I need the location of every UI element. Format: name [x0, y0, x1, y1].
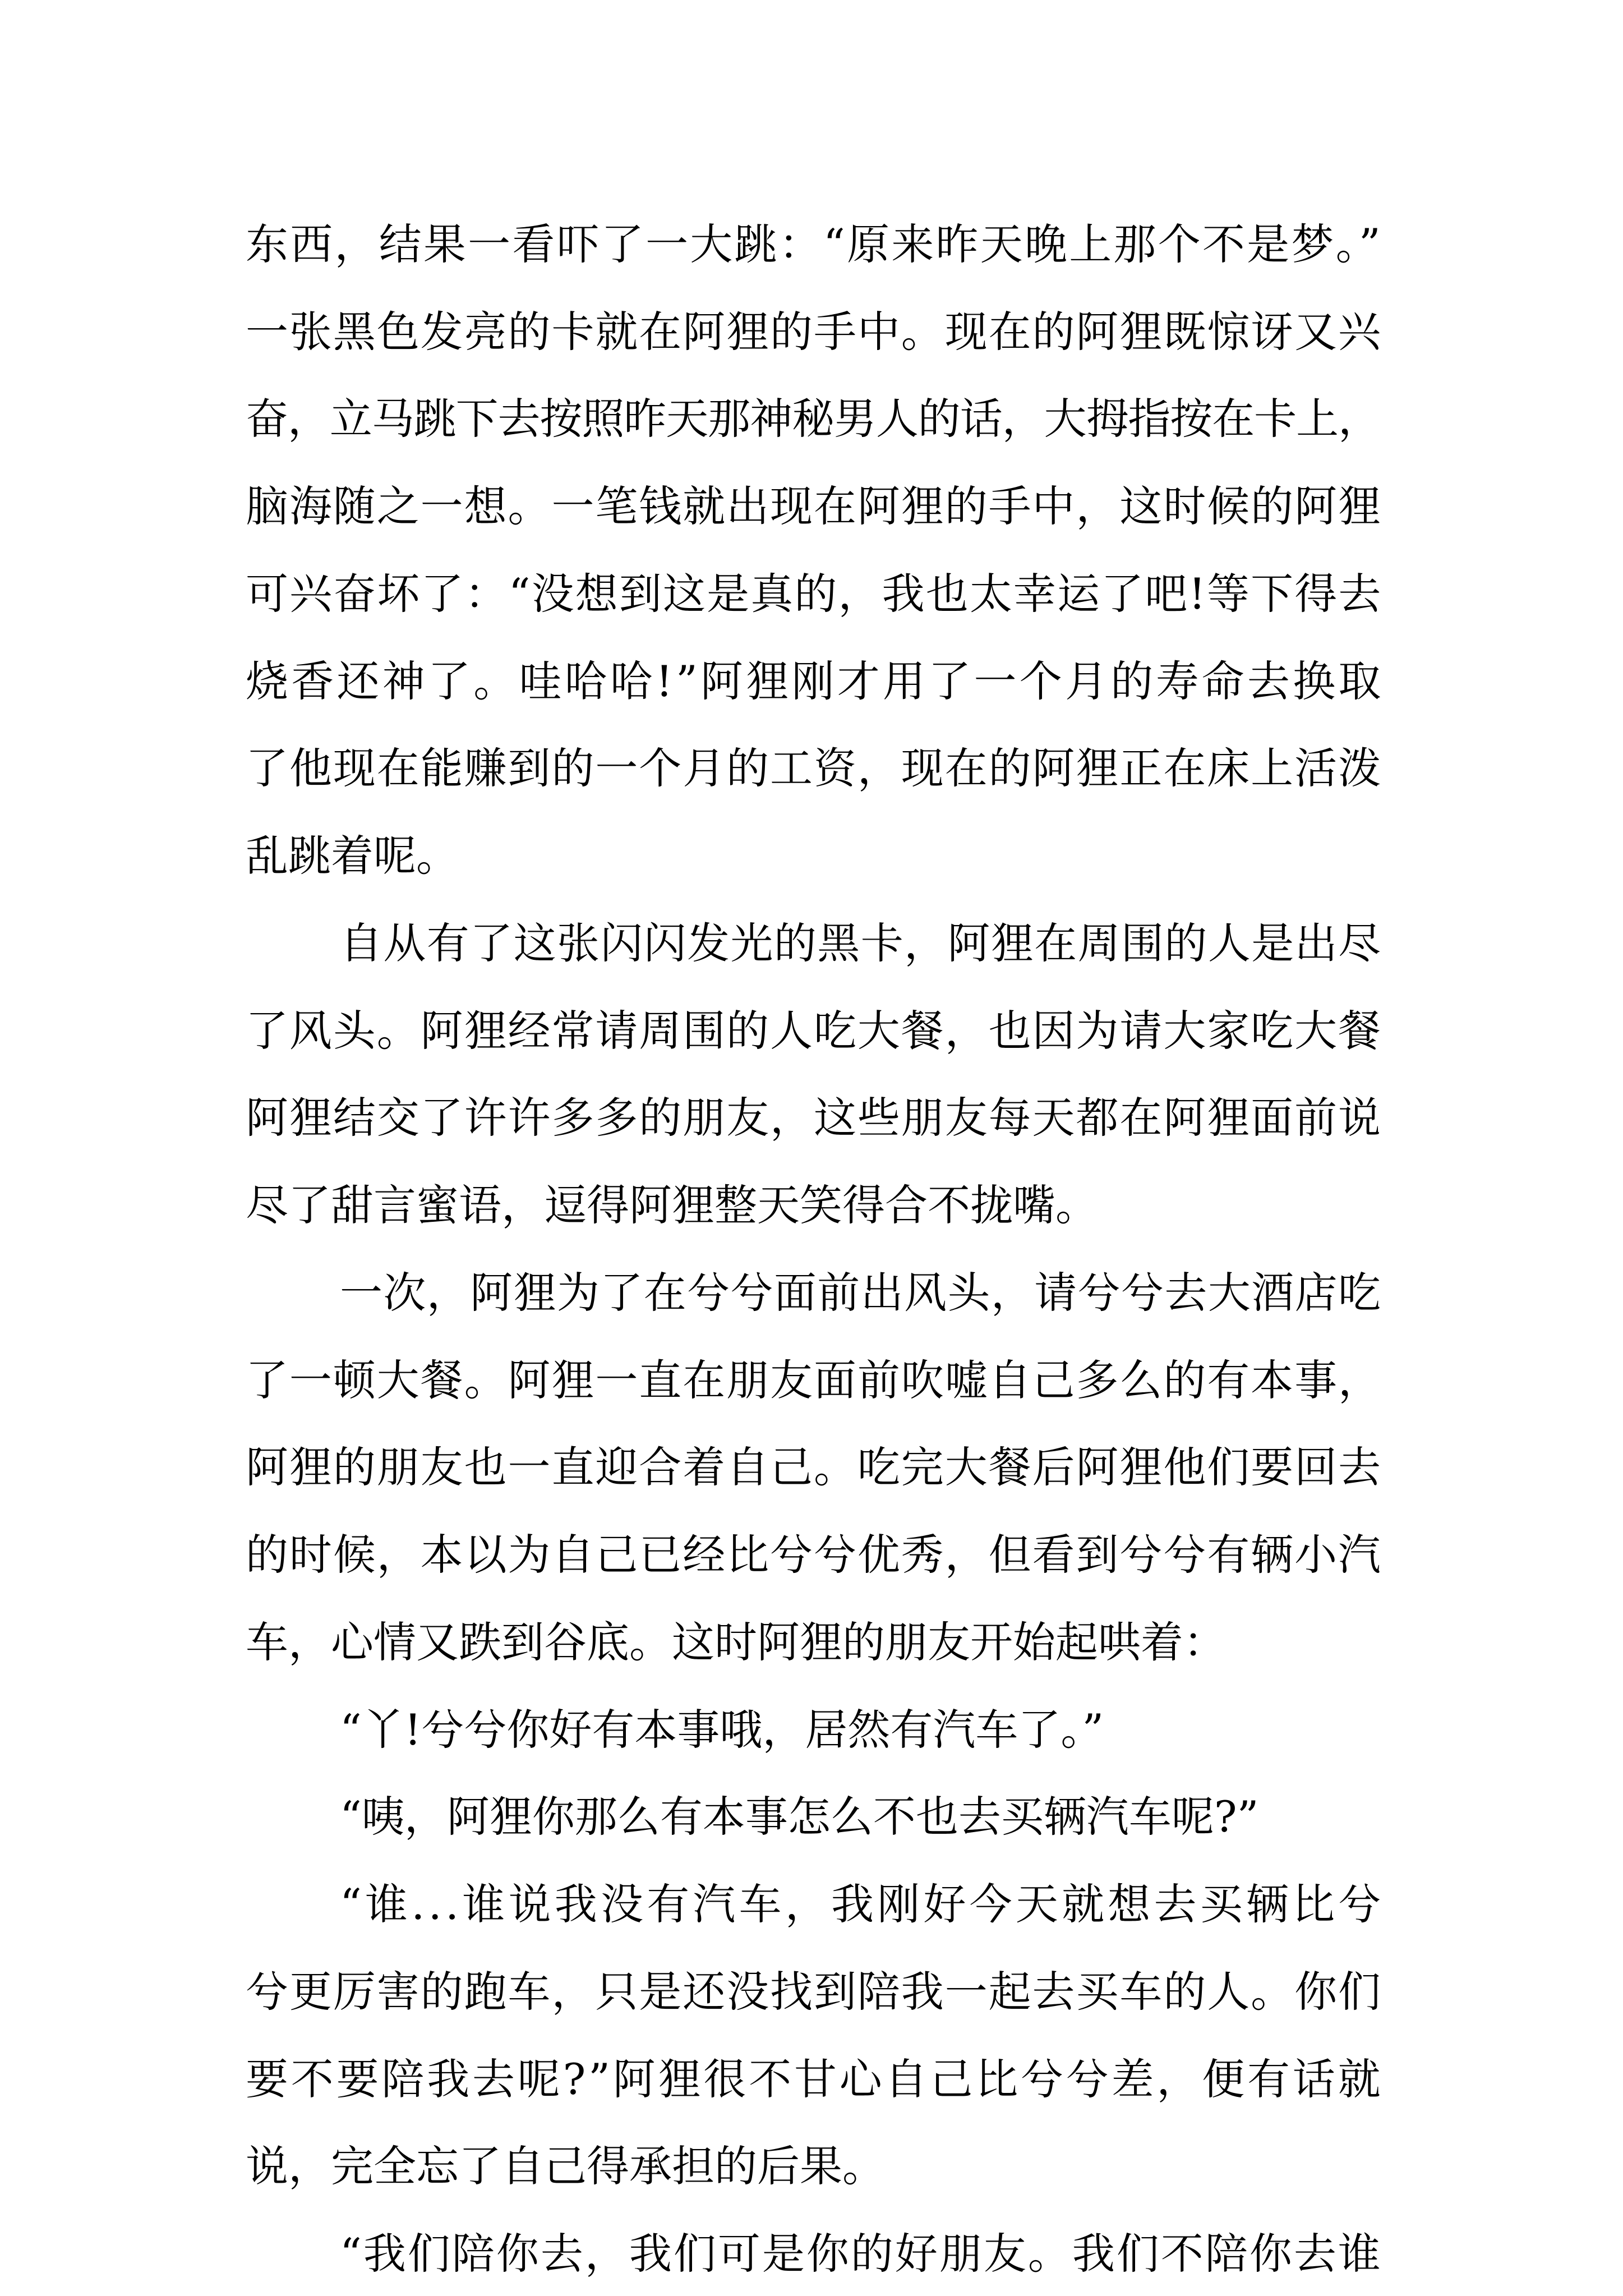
text-line: 了风头。阿狸经常请周围的人吃大餐，也因为请大家吃大餐 — [246, 1006, 1382, 1056]
text-line: 一次，阿狸为了在兮兮面前出风头，请兮兮去大酒店吃 — [340, 1268, 1382, 1318]
text-line: 兮更厉害的跑车，只是还没找到陪我一起去买车的人。你们 — [246, 1967, 1382, 2017]
text-line: 阿狸的朋友也一直迎合着自己。吃完大餐后阿狸他们要回去 — [246, 1442, 1382, 1492]
text-line: 奋，立马跳下去按照昨天那神秘男人的话，大拇指按在卡上， — [246, 394, 1380, 444]
text-line: 车，心情又跌到谷底。这时阿狸的朋友开始起哄着： — [246, 1617, 1226, 1667]
text-line: 了一顿大餐。阿狸一直在朋友面前吹嘘自己多么的有本事， — [246, 1355, 1382, 1405]
text-line: 的时候，本以为自己已经比兮兮优秀，但看到兮兮有辆小汽 — [246, 1530, 1382, 1580]
text-line: 了他现在能赚到的一个月的工资，现在的阿狸正在床上活泼 — [246, 743, 1382, 793]
text-line: 尽了甜言蜜语，逗得阿狸整天笑得合不拢嘴。 — [246, 1180, 1098, 1230]
text-line: “谁...谁说我没有汽车，我刚好今天就想去买辆比兮 — [340, 1879, 1385, 1929]
text-line: 一张黑色发亮的卡就在阿狸的手中。现在的阿狸既惊讶又兴 — [246, 307, 1382, 357]
text-line: 说，完全忘了自己得承担的后果。 — [246, 2141, 885, 2191]
text-line: “咦，阿狸你那么有本事怎么不也去买辆汽车呢?” — [340, 1792, 1259, 1842]
text-line: 可兴奋坏了：“没想到这是真的，我也太幸运了吧!等下得去 — [246, 569, 1382, 619]
text-line: “丫!兮兮你好有本事哦，居然有汽车了。” — [340, 1705, 1104, 1755]
text-line: 脑海随之一想。一笔钱就出现在阿狸的手中，这时候的阿狸 — [246, 481, 1382, 531]
text-line: 东西，结果一看吓了一大跳：“原来昨天晚上那个不是梦。” — [246, 219, 1382, 269]
text-line: 阿狸结交了许许多多的朋友，这些朋友每天都在阿狸面前说 — [246, 1093, 1382, 1143]
text-line: 要不要陪我去呢?”阿狸很不甘心自己比兮兮差，便有话就 — [246, 2054, 1384, 2104]
text-line: 自从有了这张闪闪发光的黑卡，阿狸在周围的人是出尽 — [340, 918, 1382, 968]
text-line: “我们陪你去，我们可是你的好朋友。我们不陪你去谁 — [340, 2229, 1382, 2279]
text-line: 乱跳着呢。 — [246, 831, 459, 881]
text-line: 烧香还神了。哇哈哈!”阿狸刚才用了一个月的寿命去换取 — [246, 656, 1384, 706]
